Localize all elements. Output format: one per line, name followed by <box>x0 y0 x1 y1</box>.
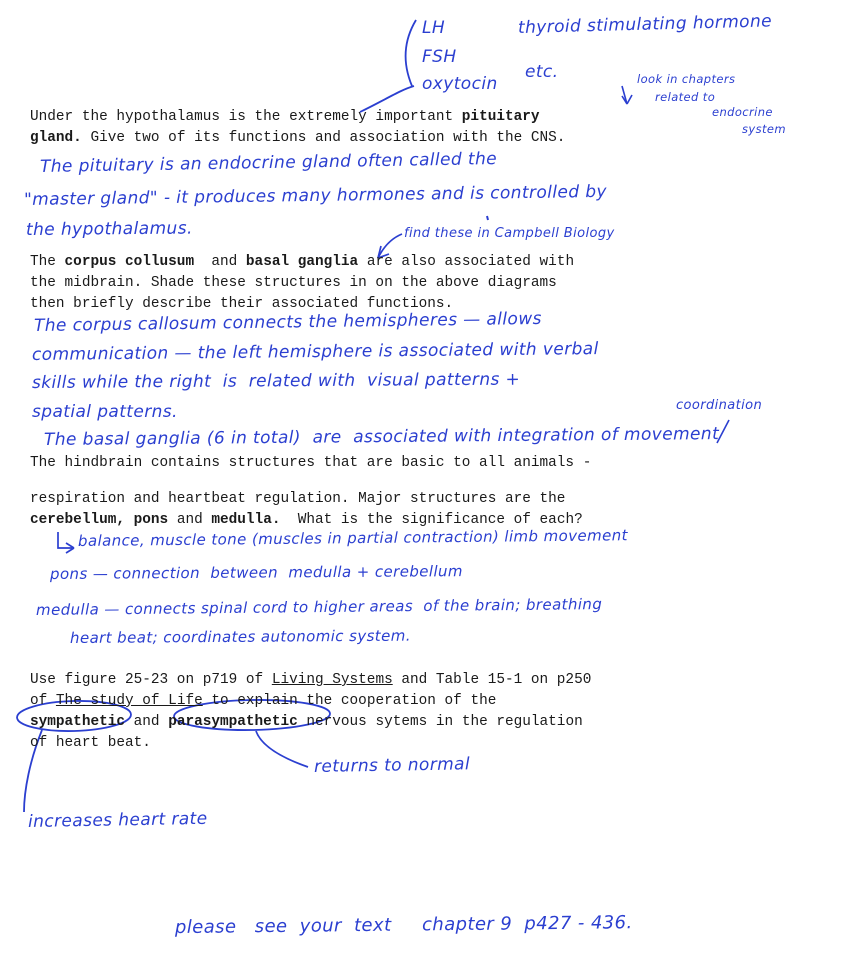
annotation-returns-to-normal: returns to normal <box>313 754 471 777</box>
answer-1-line-2: "master gland" - it produces many hormones and is controlled by <box>23 181 608 210</box>
annotation-chapters-line1: look in chapters <box>637 72 736 86</box>
annotation-chapters-line4: system <box>742 122 786 136</box>
answer-2-line-4: spatial patterns. <box>32 402 178 422</box>
annotation-chapters-line2: related to <box>655 90 716 104</box>
answer-2-line-2: communication — the left hemisphere is associated with verbal <box>31 339 599 365</box>
answer-2b: The basal ganglia (6 in total) are associated with integration of movement <box>43 424 720 450</box>
question-3-line-2: respiration and heartbeat regulation. Major structures are the <box>30 491 566 507</box>
question-3-line-1: The hindbrain contains structures that are basic to all animals - <box>30 455 592 471</box>
annotation-lh: LH <box>422 18 446 38</box>
answer-3-line-1: balance, muscle tone (muscles in partial contraction) limb movement <box>77 526 629 550</box>
annotation-find-these: find these in Campbell Biology <box>404 226 615 241</box>
annotation-coordination: coordination <box>676 398 763 413</box>
answer-3-line-3: medulla — connects spinal cord to higher areas of the brain; breathing <box>35 595 603 619</box>
question-4-line-1: Use figure 25-23 on p719 of Living Systems and Table 15-1 on p250 <box>30 672 592 688</box>
annotation-fsh: FSH <box>422 47 457 67</box>
question-2-line-2: the midbrain. Shade these structures in on the above diagrams <box>30 275 557 291</box>
question-1-line-2: gland. Give two of its functions and association with the CNS. <box>30 130 566 146</box>
question-4-line-2: of The study of Life to explain the cooperation of the <box>30 693 497 709</box>
answer-1-line-3: the hypothalamus. <box>25 218 193 240</box>
annotation-etc: etc. <box>525 62 559 82</box>
annotation-footer-note: please see your text chapter 9 p427 - 436. <box>174 912 633 938</box>
question-2-line-1: The corpus collusum and basal ganglia are also associated with <box>30 254 575 270</box>
annotation-increases-heart-rate: increases heart rate <box>27 808 208 832</box>
question-4-line-3: sympathetic and parasympathetic nervous sytems in the regulation <box>30 714 583 730</box>
question-3-line-3: cerebellum, pons and medulla. What is the significance of each? <box>30 512 583 528</box>
answer-2-line-3: skills while the right is related with visual patterns + <box>31 369 521 393</box>
answer-3-line-4: heart beat; coordinates autonomic system. <box>69 626 411 647</box>
question-1-line-1: Under the hypothalamus is the extremely important pituitary <box>30 109 540 125</box>
annotation-chapters-line3: endocrine <box>712 105 773 119</box>
answer-1-line-1: The pituitary is an endocrine gland often called the <box>39 149 498 177</box>
annotation-oxytocin: oxytocin <box>422 74 498 94</box>
answer-3-line-2: pons — connection between medulla + cerebellum <box>49 562 463 583</box>
annotation-thyroid-stimulating-hormone: thyroid stimulating hormone <box>517 11 773 38</box>
question-4-line-4: of heart beat. <box>30 735 151 751</box>
answer-2-line-1: The corpus callosum connects the hemispheres — allows <box>33 308 542 336</box>
question-2-line-3: then briefly describe their associated functions. <box>30 296 454 312</box>
